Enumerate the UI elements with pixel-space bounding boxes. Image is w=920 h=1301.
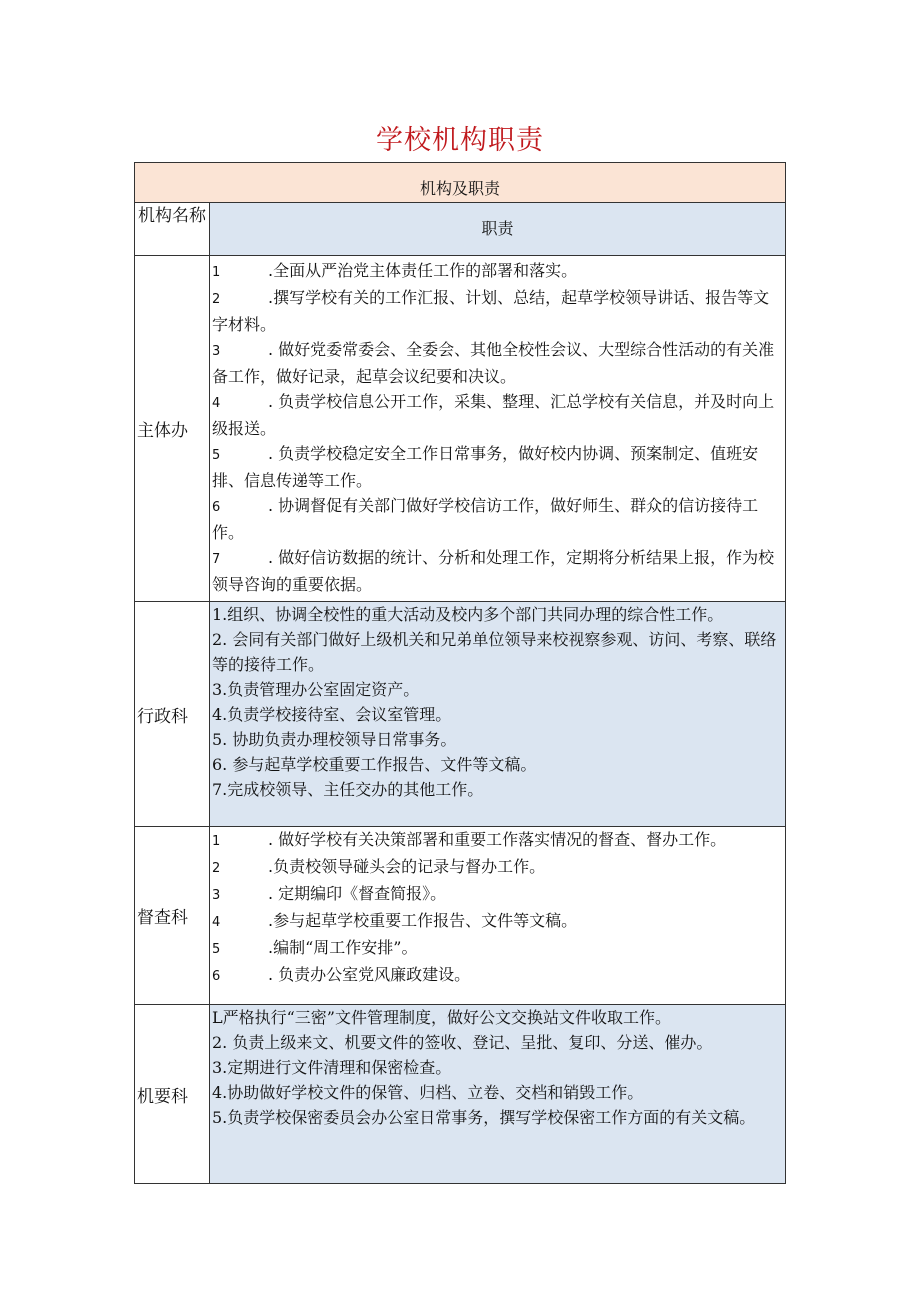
duty-item xyxy=(210,827,785,854)
duty-item xyxy=(210,1055,785,1080)
duty-text: L严格执行“三密”文件管理制度，做好公文交换站文件收取工作。 xyxy=(212,1008,671,1027)
duty-text: . 协调督促有关部门做好学校信访工作，做好师生、群众的信访接待工作。 xyxy=(212,496,759,542)
duty-number: 5 xyxy=(212,942,221,957)
table-row-office xyxy=(135,256,785,602)
page-title: 学校机构职责 xyxy=(376,125,544,156)
duty-number: 7 xyxy=(212,552,221,567)
duty-number: 3 xyxy=(212,344,221,359)
duty-text: .负责校领导碰头会的记录与督办工作。 xyxy=(268,857,546,876)
duty-text: .撰写学校有关的工作汇报、计划、总结，起草学校领导讲话、报告等文字材料。 xyxy=(212,288,770,334)
duty-item xyxy=(210,493,785,545)
duty-number: 6 xyxy=(212,969,221,984)
table-row-confidential xyxy=(135,1005,785,1183)
table-row-admin xyxy=(135,602,785,827)
duty-text: 3.负责管理办公室固定资产。 xyxy=(212,680,420,699)
duty-number: 1 xyxy=(212,265,221,280)
duty-text xyxy=(212,600,483,601)
duty-text: .全面从严治党主体责任工作的部署和落实。 xyxy=(268,261,578,280)
row-name: 行政科 xyxy=(135,602,210,826)
duty-item xyxy=(210,337,785,389)
duty-text: 5. 协助负责办理校领导日常事务。 xyxy=(212,730,457,749)
duty-item xyxy=(210,545,785,597)
duty-text: 4.负责学校接待室、会议室管理。 xyxy=(212,705,452,724)
duty-item xyxy=(210,854,785,881)
duty-text: 3.定期进行文件清理和保密检查。 xyxy=(212,1058,452,1077)
duty-text: . 负责办公室党风廉政建设。 xyxy=(268,965,471,984)
duty-number: 4 xyxy=(212,396,221,411)
duty-text: . 做好学校有关决策部署和重要工作落实情况的督查、督办工作。 xyxy=(268,830,727,849)
duty-number: 2 xyxy=(212,292,221,307)
duty-item xyxy=(210,1105,785,1130)
duty-item xyxy=(210,752,785,777)
duty-item xyxy=(210,627,785,677)
duty-text: 5.负责学校保密委员会办公室日常事务，撰写学校保密工作方面的有关文稿。 xyxy=(212,1108,756,1127)
row-duties xyxy=(210,602,785,826)
duty-item xyxy=(210,441,785,493)
table-top-header: 机构及职责 xyxy=(135,163,785,203)
duty-item xyxy=(210,677,785,702)
duty-text: . 负责学校稳定安全工作日常事务，做好校内协调、预案制定、值班安排、信息传递等工作。 xyxy=(212,444,759,490)
duty-text: . 负责学校信息公开工作，采集、整理、汇总学校有关信息，并及时向上级报送。 xyxy=(212,392,775,438)
table-row-supervision xyxy=(135,827,785,1005)
row-duties xyxy=(210,1005,785,1183)
duty-item xyxy=(210,702,785,727)
table-column-header-row xyxy=(135,203,785,256)
column-header-duty: 职责 xyxy=(210,203,785,255)
duty-item xyxy=(210,389,785,441)
duty-text: 2. 负责上级来文、机要文件的签收、登记、呈批、复印、分送、催办。 xyxy=(212,1033,713,1052)
duty-number: 4 xyxy=(212,915,221,930)
duty-item xyxy=(210,1030,785,1055)
duties-table xyxy=(134,162,786,1184)
duty-text: . 做好信访数据的统计、分析和处理工作，定期将分析结果上报，作为校领导咨询的重要依据。 xyxy=(212,548,775,594)
duty-item xyxy=(210,258,785,285)
duty-number: 1 xyxy=(212,834,221,849)
duty-item xyxy=(210,908,785,935)
duty-item xyxy=(210,285,785,337)
duty-item xyxy=(210,881,785,908)
row-name: 督查科 xyxy=(135,827,210,1004)
row-name: 机要科 xyxy=(135,1005,210,1183)
duty-number: 2 xyxy=(212,861,221,876)
duty-number: 3 xyxy=(212,888,221,903)
duty-number: 5 xyxy=(212,448,221,463)
duty-item xyxy=(210,602,785,627)
duty-item xyxy=(210,1005,785,1030)
duty-text: . 定期编印《督查简报》。 xyxy=(268,884,447,903)
duty-item xyxy=(210,1080,785,1105)
duty-text: 1.组织、协调全校性的重大活动及校内多个部门共同办理的综合性工作。 xyxy=(212,605,724,624)
column-header-name: 机构名称 xyxy=(135,203,210,255)
row-name: 主体办 xyxy=(135,256,210,601)
row-duties xyxy=(210,256,785,601)
duty-text: .编制“周工作安排”。 xyxy=(268,938,418,957)
duty-item xyxy=(210,935,785,962)
duty-text: . 做好党委常委会、全委会、其他全校性会议、大型综合性活动的有关准备工作，做好记录，起草会议纪要和决议。 xyxy=(212,340,775,386)
row-duties xyxy=(210,827,785,1004)
duty-text: .参与起草学校重要工作报告、文件等文稿。 xyxy=(268,911,578,930)
duty-text: 7.完成校领导、主任交办的其他工作。 xyxy=(212,780,484,799)
duty-text: 2. 会同有关部门做好上级机关和兄弟单位领导来校视察参观、访问、考察、联络等的接待工作。 xyxy=(212,630,777,674)
duty-text: 4.协助做好学校文件的保管、归档、立卷、交档和销毁工作。 xyxy=(212,1083,644,1102)
duty-text: 6. 参与起草学校重要工作报告、文件等文稿。 xyxy=(212,755,537,774)
duty-item xyxy=(210,777,785,802)
duty-number: 6 xyxy=(212,500,221,515)
duty-item xyxy=(210,962,785,989)
duty-item xyxy=(210,597,785,601)
duty-item xyxy=(210,727,785,752)
